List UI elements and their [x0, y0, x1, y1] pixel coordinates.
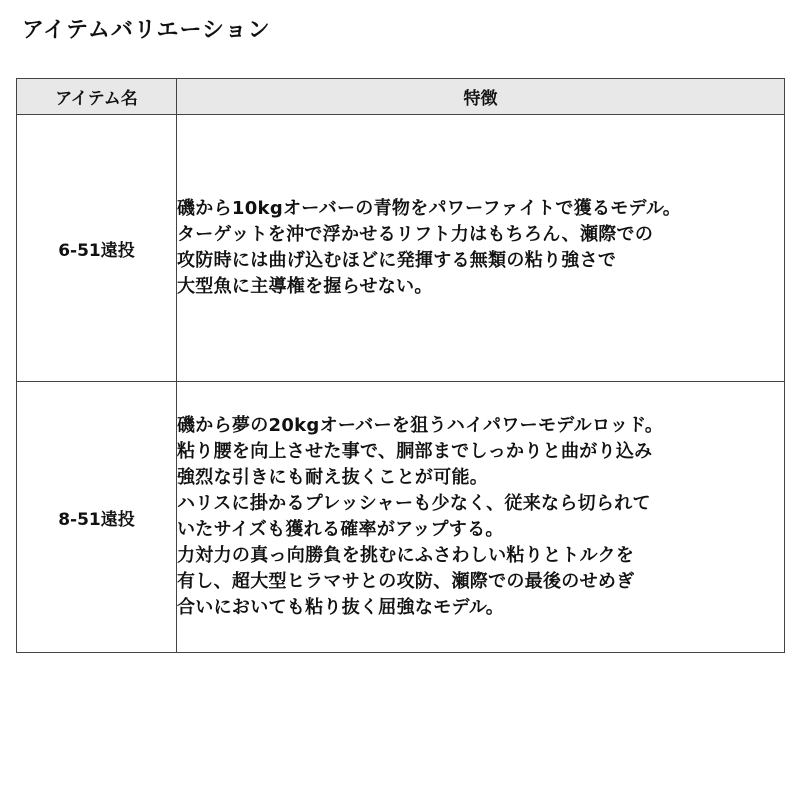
- feature-line: 粘り腰を向上させた事で、胴部までしっかりと曲がり込み: [177, 441, 653, 462]
- feature-line: 攻防時には曲げ込むほどに発揮する無類の粘り強さで: [177, 250, 617, 271]
- table-header-row: [17, 79, 785, 115]
- header-features: 特徴: [177, 79, 785, 115]
- feature-line: 磯から夢の20kgオーバーを狙うハイパワーモデルロッド。: [177, 415, 664, 436]
- feature-line: 合いにおいても粘り抜く屈強なモデル。: [177, 597, 505, 618]
- feature-cell: [177, 115, 785, 382]
- feature-line: 強烈な引きにも耐え抜くことが可能。: [177, 467, 489, 488]
- feature-line: ターゲットを沖で浮かせるリフト力はもちろん、瀬際での: [177, 224, 654, 245]
- header-item-name: アイテム名: [17, 79, 177, 115]
- item-name-cell: 8-51遠投: [17, 382, 177, 653]
- feature-line: 力対力の真っ向勝負を挑むにふさわしい粘りとトルクを: [177, 545, 635, 566]
- feature-line: いたサイズも獲れる確率がアップする。: [177, 519, 504, 540]
- feature-line: ハリスに掛かるプレッシャーも少なく、従来なら切られて: [177, 493, 651, 514]
- feature-line: 有し、超大型ヒラマサとの攻防、瀬際での最後のせめぎ: [177, 571, 635, 592]
- table-row: [17, 115, 785, 382]
- page-title: アイテムバリエーション: [22, 18, 271, 43]
- item-name-cell: 6-51遠投: [17, 115, 177, 382]
- feature-line: 磯から10kgオーバーの青物をパワーファイトで獲るモデル。: [177, 198, 682, 219]
- table-row: [17, 382, 785, 653]
- feature-cell: [177, 382, 785, 653]
- feature-line: 大型魚に主導権を握らせない。: [177, 276, 433, 297]
- item-variation-table: [16, 78, 785, 653]
